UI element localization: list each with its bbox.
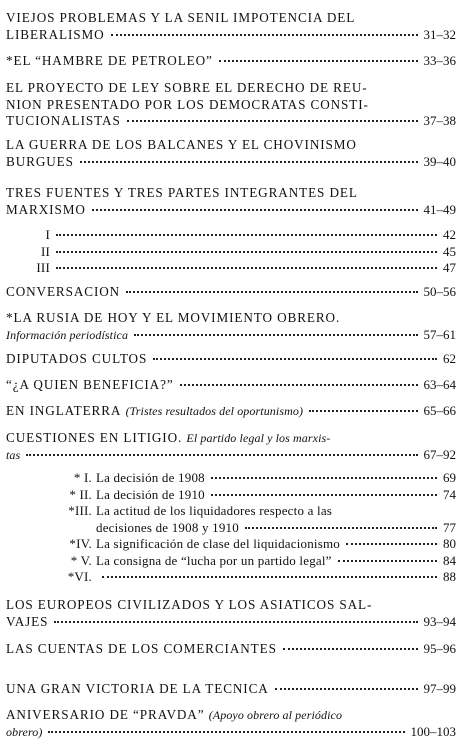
dot-leader [56,251,437,253]
toc-subentries [56,470,456,586]
dot-leader [153,358,437,360]
toc-subentry [56,503,456,520]
dot-leader [346,543,437,545]
toc-entry [6,10,456,43]
section-title: La decisión de 1910 [96,486,205,502]
dot-leader [211,477,437,479]
toc-subentry [56,487,456,504]
page-range: 100–103 [410,723,456,739]
dot-leader [56,234,437,236]
toc-subentry [56,536,456,553]
toc-subentry [56,553,456,570]
page-number: 47 [443,260,456,275]
entry-title-line: MARXISMO [6,201,86,217]
entry-subtitle: obrero) [6,724,43,739]
page-number: 84 [443,552,456,568]
entry-title-line: LAS CUENTAS DE LOS COMERCIANTES [6,641,277,656]
entry-title-line: LA GUERRA DE LOS BALCANES Y EL CHOVINISMO [6,137,357,152]
section-title: La consigna de “lucha por un partido legal” [96,552,332,568]
entry-title-line: EN INGLATERRA [6,403,122,418]
section-number: * II. [69,486,92,502]
dot-leader [48,731,404,733]
toc-entry [6,681,456,698]
dot-leader [26,454,417,456]
dot-leader [54,621,417,623]
section-number: *III. [68,503,92,518]
page-range: 63–64 [423,377,456,392]
dot-leader [102,576,437,578]
section-number: II [40,243,50,259]
page-range: 41–49 [423,201,456,217]
toc-entry [6,707,456,740]
dot-leader [127,120,418,122]
toc-entry [6,284,456,301]
entry-title-line: *LA RUSIA DE HOY Y EL MOVIMIENTO OBRERO. [6,310,341,325]
page-number: 45 [443,243,456,259]
entry-subtitle: (Apoyo obrero al periódico [208,708,343,722]
dot-leader [180,384,418,386]
dot-leader [338,560,437,562]
toc-subentry [36,260,456,277]
entry-title-line: “¿A QUIEN BENEFICIA?” [6,377,174,392]
dot-leader [56,267,437,269]
page-range: 33–36 [423,53,456,68]
page-number: 69 [443,470,456,485]
toc-entry [6,430,456,463]
dot-leader [275,688,418,690]
page-range: 62 [443,351,456,366]
entry-title-line: DIPUTADOS CULTOS [6,351,148,366]
section-number: *IV. [69,536,92,551]
section-title: La actitud de los liquidadores respecto a las [96,503,333,518]
toc-entry [6,137,456,170]
page-range: 93–94 [423,613,456,629]
toc-entry [6,403,456,420]
entry-subtitle: (Tristes resultados del oportunismo) [125,404,304,418]
entry-title-line: EL PROYECTO DE LEY SOBRE EL DERECHO DE REU- [6,80,368,95]
toc-subentry [36,244,456,261]
entry-title-line: TRES FUENTES Y TRES PARTES INTEGRANTES DEL [6,185,358,200]
page-range: 65–66 [423,403,456,418]
section-number: *VI. [67,569,92,584]
toc-subentry [36,227,456,244]
entry-title-line: BURGUES [6,153,74,169]
dot-leader [211,494,437,496]
toc-subentries [36,227,456,277]
page-number: 74 [443,486,456,502]
dot-leader [309,410,417,412]
page-number: 80 [443,536,456,551]
dot-leader [80,161,418,163]
page-range: 39–40 [423,153,456,169]
toc-subentry [56,470,456,487]
section-title: decisiones de 1908 y 1910 [96,519,239,535]
entry-title-line: CUESTIONES EN LITIGIO. [6,430,183,445]
page-range: 97–99 [423,681,456,696]
toc-subentry [56,569,456,586]
entry-title-line: LOS EUROPEOS CIVILIZADOS Y LOS ASIATICOS SAL- [6,597,373,612]
dot-leader [92,209,418,211]
page-number: 42 [443,227,456,242]
page-range: 37–38 [423,113,456,128]
entry-subtitle: tas [6,447,21,462]
entry-title-line: LIBERALISMO [6,26,105,42]
toc-subentry [56,520,456,537]
dot-leader [126,291,417,293]
entry-title-line: *EL “HAMBRE DE PETROLEO” [6,53,213,68]
entry-title-line: VAJES [6,613,49,629]
page-range: 50–56 [423,284,456,299]
entry-subtitle: Información periodística [6,327,129,342]
dot-leader [111,34,418,36]
entry-title-line: CONVERSACION [6,284,121,299]
entry-title-line: UNA GRAN VICTORIA DE LA TECNICA [6,681,269,696]
entry-title-line: VIEJOS PROBLEMAS Y LA SENIL IMPOTENCIA DEL [6,10,356,25]
toc-entry [6,80,456,130]
page-range: 95–96 [423,641,456,656]
dot-leader [283,648,418,650]
dot-leader [219,60,418,62]
toc-entry [6,53,456,70]
page-range: 57–61 [423,326,456,342]
toc-entry [6,377,456,394]
entry-subtitle: El partido legal y los marxis- [186,431,331,445]
dot-leader [245,527,437,529]
toc-entry [6,185,456,218]
dot-leader [134,334,417,336]
page-range: 31–32 [423,26,456,42]
section-number: * I. [73,470,92,485]
page-number: 88 [443,569,456,584]
entry-title-line: TUCIONALISTAS [6,113,121,128]
toc-entry [6,351,456,368]
entry-title-line: ANIVERSARIO DE “PRAVDA” [6,707,205,722]
page-number: 77 [443,519,456,535]
entry-title-line: NION PRESENTADO POR LOS DEMOCRATAS CONSTI- [6,96,369,112]
toc-entry [6,597,456,630]
page-range: 67–92 [423,446,456,462]
section-number: * V. [70,552,92,568]
section-title: La decisión de 1908 [96,470,205,485]
toc-entry [6,310,456,343]
section-number: I [45,227,50,242]
section-title: La significación de clase del liquidacionismo [96,536,341,551]
toc-entry [6,641,456,658]
section-number: III [36,260,50,275]
